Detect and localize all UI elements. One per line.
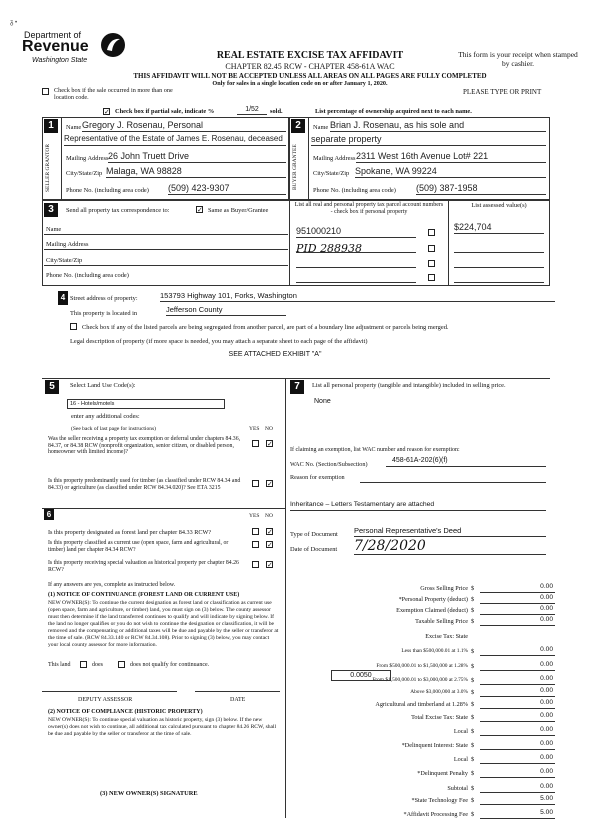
q2-no-checkbox[interactable]: ✓ [267, 480, 273, 488]
doc-type-label: Type of Document [290, 531, 338, 538]
does-label: does [92, 662, 103, 668]
parcel-1-field[interactable]: 951000210 [296, 226, 416, 238]
segregated-label: Check box if any of the listed parcels are being segregated from another parcel, are part of a boundary line adjustment or parcels being merged. [82, 324, 449, 331]
tax-row-value[interactable]: 0.00 [480, 699, 555, 709]
tax-row-currency: $ [471, 663, 475, 670]
new-owner-signature-label: (3) NEW OWNER(S) SIGNATURE [100, 790, 198, 797]
q3-text: Is this property designated as forest land per chapter 84.33 RCW? [48, 529, 212, 536]
tax-row-currency: $ [471, 811, 475, 818]
sold-label: sold. [270, 108, 283, 115]
q2-text: Is this property predominantly used for timber (as classified under RCW 84.34 and 84.33) or agriculture (as classified under RCW 84.34.020)? See ETA 3215 [48, 478, 241, 491]
section-4-number: 4 [58, 291, 68, 305]
notice1-text: NEW OWNER(S): To continue the current designation as forest land or classification as current use (open space, farm and agriculture, or timber) land, you must sign on (3) below. The county assessor must then determine if the land transferred continues to qualify and will indicate by signing below. If the land no longer qualifies or you do not wish to continue the designation or classification, it will be removed and the compensating or additional taxes will be due and payable by the seller or transferor at the time of sale. (RCW 84.33.140 or RCW 84.34.108). Prior to signing (3) below, you may contact your local county assessor for more information. [48, 600, 279, 648]
tax-row-label: Less than $500,000.01 at 1.1% [401, 648, 468, 654]
form-chapter: CHAPTER 82.45 RCW - CHAPTER 458-61A WAC [225, 62, 395, 71]
assessed-label: List assessed value(s) [471, 202, 527, 209]
local-rate-field[interactable]: 0.0050 [331, 670, 391, 681]
parcel-3-personal-checkbox[interactable] [428, 260, 435, 267]
q3-no-checkbox[interactable]: ✓ [267, 528, 273, 536]
q1-yes-checkbox[interactable] [252, 440, 259, 447]
q2-yes-checkbox[interactable] [252, 480, 259, 487]
corner-marks: ᵹ • [10, 20, 18, 26]
see-back-note: (See back of last page for instructions) [71, 426, 156, 432]
q4-text: Is this property classified as current use (open space, farm and agricultural, or timber) land per chapter 84.34 RCW? [48, 540, 229, 553]
tax-row-currency: $ [471, 689, 475, 696]
q4-yes-checkbox[interactable] [252, 541, 259, 548]
dor-logo [22, 30, 132, 70]
tax-row-label: *Delinquent Interest: State [401, 742, 468, 749]
tax-row-label: From $500,000.01 to $1,500,000 at 1.28% [376, 663, 468, 669]
tax-row-currency: $ [471, 585, 475, 592]
assessed-3-field[interactable] [454, 260, 544, 268]
date-label: DATE [230, 697, 246, 703]
assessed-1-field[interactable]: $224,704 [454, 222, 544, 234]
s3-city-label: City/State/Zip [46, 257, 83, 264]
buyer-city-label: City/State/Zip [313, 170, 350, 177]
tax-row-label: From $1,500,000.01 to $3,000,000 at 2.75% [372, 677, 468, 683]
wac-label: WAC No. (Section/Subsection) [290, 461, 368, 468]
no-header: NO [265, 426, 273, 432]
parcel-4-personal-checkbox[interactable] [428, 274, 435, 281]
assessed-2-field[interactable] [454, 245, 544, 253]
seller-city-field[interactable]: Malaga, WA 98828 [106, 166, 286, 178]
tax-row-label: Above $3,000,000 at 3.0% [410, 689, 468, 695]
s3-phone-label: Phone No. (including area code) [46, 272, 129, 279]
deputy-assessor-label: DEPUTY ASSESSOR [78, 697, 133, 703]
land-use-select[interactable]: 16 - Hotels/motels [67, 399, 225, 409]
tax-row-value[interactable]: 0.00 [480, 783, 555, 793]
this-land-label: This land [48, 662, 71, 668]
reason-line-1[interactable] [360, 473, 546, 483]
tax-row-value[interactable]: 0.00 [480, 583, 555, 593]
tax-row-label: *State Technology Fee [411, 797, 468, 804]
parcels-label: List all real and personal property tax parcel account numbers - check box if personal property [294, 202, 444, 215]
q5-text: Is this property receiving special valuation as historical property per chapter 84.26 RCW? [48, 560, 239, 573]
buyer-addr-field[interactable]: 2311 West 16th Avenue Lot# 221 [356, 151, 546, 163]
please-type: PLEASE TYPE OR PRINT [463, 88, 542, 96]
reason-field[interactable]: Inheritance – Letters Testamentary are attached [290, 501, 546, 511]
doc-type-field[interactable]: Personal Representative's Deed [354, 527, 546, 537]
does-not-checkbox[interactable] [118, 661, 125, 668]
s3-addr-label: Mailing Address [46, 241, 89, 248]
parcel-2-personal-checkbox[interactable] [428, 245, 435, 252]
buyer-addr-label: Mailing Address [313, 155, 356, 162]
send-correspondence-label: Send all property tax correspondence to: [66, 207, 170, 214]
tax-row-value[interactable]: 0.00 [480, 675, 555, 685]
seller-addr-field[interactable]: 26 John Truett Drive [108, 151, 286, 163]
section-6-number: 6 [44, 509, 54, 520]
yes-header: YES [249, 426, 260, 432]
tax-row-value[interactable]: 0.00 [480, 646, 555, 656]
section-2-number: 2 [291, 119, 305, 133]
land-use-label: Select Land Use Code(s): [70, 382, 136, 389]
tax-row-currency: $ [471, 596, 475, 603]
segregated-checkbox[interactable] [70, 323, 77, 330]
tax-row-value[interactable]: 5.00 [480, 795, 555, 805]
seller-addr-label: Mailing Address [66, 155, 109, 162]
buyer-name-label: Name [313, 124, 329, 131]
dor-emblem-icon [100, 32, 126, 58]
q3-yes-checkbox[interactable] [252, 528, 259, 535]
tax-row-currency: $ [471, 607, 475, 614]
dept-line3: Washington State [32, 57, 88, 64]
street-field[interactable]: 153793 Highway 101, Forks, Washington [160, 292, 555, 302]
buyer-phone-label: Phone No. (including area code) [313, 187, 396, 194]
doc-date-label: Date of Document [290, 546, 338, 553]
tax-row-currency: $ [471, 742, 475, 749]
seller-name-field[interactable]: Gregory J. Rosenau, Personal [82, 120, 286, 132]
same-as-buyer-label: Same as Buyer/Grantee [208, 207, 269, 214]
parcel-4-field[interactable] [296, 275, 416, 283]
single-location-note: Only for sales in a single location code on or after January 1, 2020. [212, 80, 388, 87]
parcel-1-personal-checkbox[interactable] [428, 229, 435, 236]
tax-row-label: Taxable Selling Price [415, 618, 468, 625]
dept-line1: Department of [24, 30, 82, 40]
receipt-note: This form is your receipt when stamped by cashier. [458, 50, 578, 68]
same-as-buyer-checkbox[interactable]: ✓ [197, 206, 203, 214]
if-any-note: If any answers are yes, complete as instructed below. [48, 582, 176, 588]
buyer-name2-field[interactable]: separate property [311, 134, 546, 146]
tax-row-label: *Delinquent Penalty [417, 770, 468, 777]
partial-sale-label: Check box if partial sale, indicate % [115, 108, 215, 115]
seller-name2-field[interactable]: Representative of the Estate of James E. Rosenau, deceased [64, 134, 286, 146]
seller-side-label: SELLER GRANTOR [45, 143, 51, 192]
q5-no-checkbox[interactable]: ✓ [267, 561, 273, 569]
exemption-label: If claiming an exemption, list WAC number and reason for exemption: [290, 447, 460, 453]
no-header-2: NO [265, 513, 273, 519]
street-label: Street address of property: [70, 295, 138, 302]
tax-row-label: Excise Tax: State [425, 633, 468, 640]
seller-name-label: Name [66, 124, 82, 131]
tax-row-label: Agricultural and timberland at 1.28% [375, 701, 468, 708]
partial-pct-field[interactable]: 1/52 [237, 106, 267, 115]
tax-row-label: Local [453, 756, 468, 763]
tax-row-currency: $ [471, 785, 475, 792]
tax-row-currency: $ [471, 797, 475, 804]
tax-row-label: *Affidavit Processing Fee [403, 811, 468, 818]
buyer-side-label: BUYER GRANTEE [292, 144, 298, 191]
tax-row-currency: $ [471, 728, 475, 735]
tax-row-label: Total Excise Tax: State [411, 714, 468, 721]
tax-row-value[interactable]: 0.00 [480, 687, 555, 697]
assessed-4-field[interactable] [454, 275, 544, 283]
q1-text: Was the seller receiving a property tax exemption or deferral under chapters 84.36, 84.37, or 84.38 RCW (nonprofit organization, senior citizen, or disabled person, homeowner with limited income)? [48, 436, 241, 456]
tax-row-value[interactable]: 0.00 [480, 754, 555, 764]
legal-label: Legal description of property (if more space is needed, you may attach a separate sheet to each page of the affidavit) [70, 338, 368, 345]
tax-row-currency: $ [471, 648, 475, 655]
tax-row-value[interactable]: 0.00 [480, 605, 555, 615]
section-3-number: 3 [44, 203, 58, 217]
section-5-number: 5 [45, 380, 59, 394]
form-title: REAL ESTATE EXCISE TAX AFFIDAVIT [216, 50, 404, 61]
section-1-number: 1 [44, 119, 58, 133]
tax-row-currency: $ [471, 714, 475, 721]
tax-row-label: Local [453, 728, 468, 735]
does-checkbox[interactable] [80, 661, 87, 668]
tax-row-value[interactable]: 0.00 [480, 594, 555, 604]
seller-phone-field[interactable]: (509) 423-9307 [168, 183, 286, 195]
does-not-label: does not qualify for continuance. [130, 662, 210, 668]
q1-no-checkbox[interactable]: ✓ [267, 440, 273, 448]
tax-row-currency: $ [471, 756, 475, 763]
buyer-city-field[interactable]: Spokane, WA 99224 [355, 166, 546, 178]
multi-location-label: Check box if the sale occurred in more than one location code. [54, 87, 173, 102]
tax-row-value[interactable]: 0.00 [480, 768, 555, 778]
tax-row-value[interactable]: 5.00 [480, 809, 555, 819]
wac-field[interactable]: 458-61A-202(6)(f) [386, 457, 546, 467]
q5-yes-checkbox[interactable] [252, 561, 259, 568]
additional-codes-label: enter any additional codes: [71, 413, 140, 420]
tax-row-value[interactable]: 0.00 [480, 661, 555, 671]
notice2-title: (2) NOTICE OF COMPLIANCE (HISTORIC PROPERTY) [48, 709, 203, 715]
tax-row-value[interactable]: 0.00 [480, 740, 555, 750]
ownership-label: List percentage of ownership acquired next to each name. [315, 108, 472, 115]
tax-row-value[interactable]: 0.00 [480, 616, 555, 626]
seller-city-label: City/State/Zip [66, 170, 103, 177]
tax-row-currency: $ [471, 701, 475, 708]
tax-row-currency: $ [471, 677, 475, 684]
parcel-2-field[interactable]: PID 288938 [296, 243, 416, 253]
partial-sale-checkbox[interactable]: ✓ [104, 108, 110, 116]
q4-no-checkbox[interactable]: ✓ [267, 541, 273, 549]
tax-row-currency: $ [471, 618, 475, 625]
s3-name-label: Name [46, 226, 62, 233]
notice2-text: NEW OWNER(S): To continue special valuation as historic property, sign (3) below. If the new owner(s) does not wish to continue, all additional tax calculated pursuant to chapter 84.26 RCW, shall be due and payable by the seller or transferor at the time of sale. [48, 717, 277, 737]
tax-row-label: Gross Selling Price [420, 585, 468, 592]
multi-location-checkbox[interactable] [42, 88, 49, 95]
tax-row-label: Subtotal [447, 785, 468, 792]
yes-header-2: YES [249, 513, 260, 519]
buyer-phone-field[interactable]: (509) 387-1958 [416, 183, 546, 195]
located-field[interactable]: Jefferson County [166, 306, 286, 316]
warning-text: THIS AFFIDAVIT WILL NOT BE ACCEPTED UNLESS ALL AREAS ON ALL PAGES ARE FULLY COMPLETED [133, 72, 487, 80]
tax-row-currency: $ [471, 770, 475, 777]
reason-label: Reason for exemption [290, 474, 345, 481]
legal-description: SEE ATTACHED EXHIBIT "A" [228, 351, 322, 358]
seller-phone-label: Phone No. (including area code) [66, 187, 149, 194]
tax-row-label: Exemption Claimed (deduct) [396, 607, 468, 614]
tax-row-value[interactable]: 0.00 [480, 712, 555, 722]
dept-line2: Revenue [22, 38, 89, 55]
section-7-number: 7 [290, 380, 304, 394]
personal-property-value: None [314, 398, 331, 405]
doc-date-field[interactable]: 7/28/2020 [354, 538, 546, 555]
parcel-3-field[interactable] [296, 260, 416, 268]
notice1-title: (1) NOTICE OF CONTINUANCE (FOREST LAND OR CURRENT USE) [48, 592, 240, 598]
personal-property-label: List all personal property (tangible and intangible) included in selling price. [312, 382, 506, 389]
tax-row-value[interactable]: 0.00 [480, 726, 555, 736]
buyer-name-field[interactable]: Brian J. Rosenau, as his sole and [330, 120, 546, 132]
located-label: This property is located in [70, 310, 138, 317]
tax-row-label: *Personal Property (deduct) [398, 596, 468, 603]
